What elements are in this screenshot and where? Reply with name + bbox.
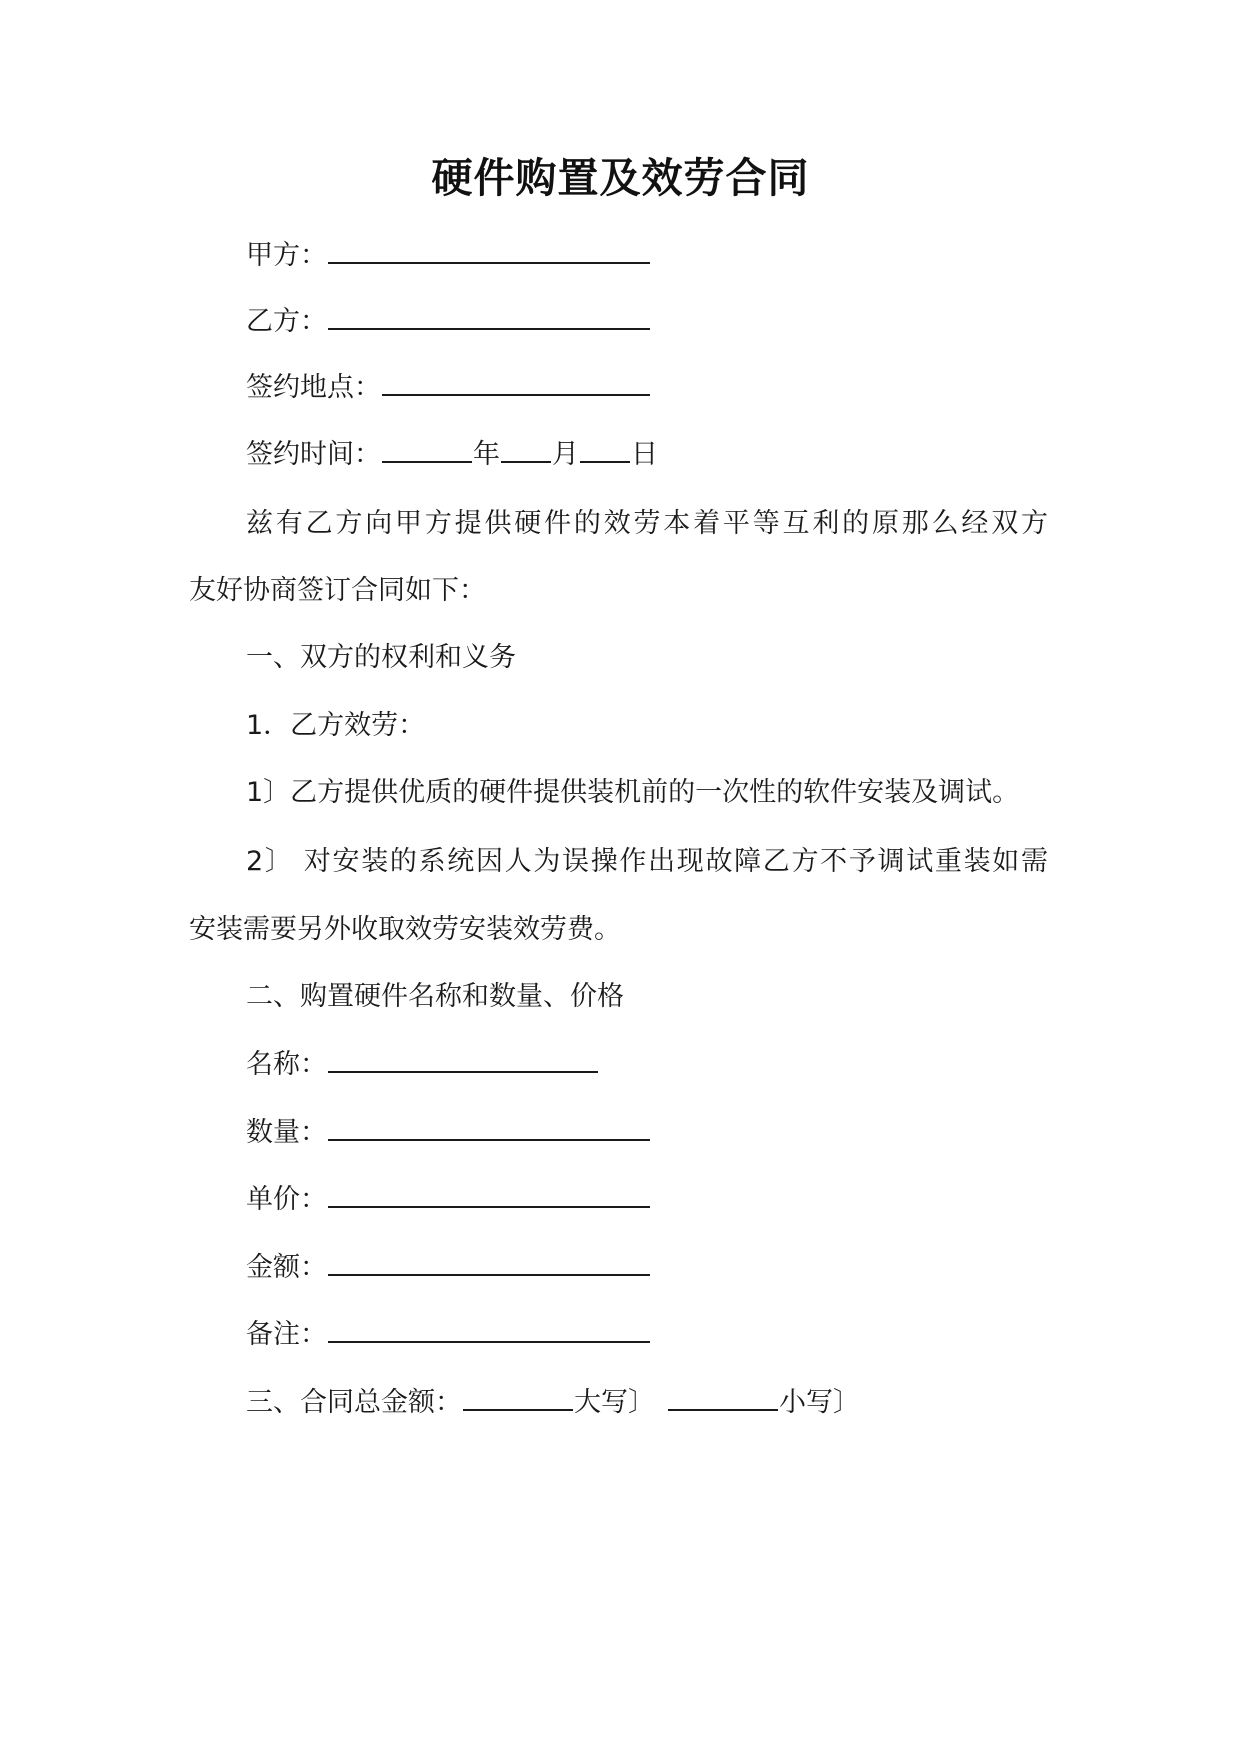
- quantity-label: 数量：: [246, 1117, 327, 1148]
- sign-time-label: 签约时间：: [246, 439, 381, 470]
- intro-line-2: 友好协商签订合同如下：: [189, 575, 486, 606]
- name-label: 名称：: [246, 1049, 327, 1080]
- sign-place-line: [246, 368, 651, 408]
- item1-1: 1〕乙方提供优质的硬件提供装机前的一次性的软件安装及调试。: [246, 777, 1020, 808]
- document-title: 硬件购置及效劳合同: [431, 154, 810, 202]
- year-label: 年: [473, 439, 500, 470]
- party-a-blank[interactable]: [328, 236, 650, 264]
- day-blank[interactable]: [580, 435, 630, 463]
- party-b-line: [246, 302, 651, 342]
- sign-place-label: 签约地点：: [246, 372, 381, 403]
- section1-heading: 一、双方的权利和义务: [246, 642, 516, 673]
- party-a-line: [246, 236, 651, 276]
- amount-label: 金额：: [246, 1252, 327, 1283]
- quantity-line: [246, 1113, 651, 1153]
- amount-blank[interactable]: [328, 1248, 650, 1276]
- party-a-label: 甲方：: [246, 240, 327, 271]
- total-amount-line: [246, 1383, 860, 1423]
- name-blank[interactable]: [328, 1045, 598, 1073]
- day-label: 日: [631, 439, 658, 470]
- uppercase-label: 大写〕: [574, 1387, 655, 1418]
- unit-price-blank[interactable]: [328, 1180, 650, 1208]
- item1-heading: 1．乙方效劳：: [246, 710, 426, 741]
- intro-line-1: 兹有乙方向甲方提供硬件的效劳本着平等互利的原那么经双方: [246, 508, 1048, 539]
- section3-label: 三、合同总金额：: [246, 1387, 462, 1418]
- name-line: [246, 1045, 599, 1085]
- month-label: 月: [552, 439, 579, 470]
- uppercase-amount-blank[interactable]: [463, 1383, 573, 1411]
- lowercase-label: 小写〕: [779, 1387, 860, 1418]
- sign-place-blank[interactable]: [382, 368, 650, 396]
- section2-heading: 二、购置硬件名称和数量、价格: [246, 981, 624, 1012]
- party-b-label: 乙方：: [246, 306, 327, 337]
- lowercase-amount-blank[interactable]: [668, 1383, 778, 1411]
- amount-line: [246, 1248, 651, 1288]
- year-blank[interactable]: [382, 435, 472, 463]
- sign-time-line: [246, 435, 658, 475]
- remark-line: [246, 1315, 651, 1355]
- quantity-blank[interactable]: [328, 1113, 650, 1141]
- unit-price-label: 单价：: [246, 1184, 327, 1215]
- month-blank[interactable]: [501, 435, 551, 463]
- item1-2-line-2: 安装需要另外收取效劳安装效劳费。: [189, 914, 621, 945]
- unit-price-line: [246, 1180, 651, 1220]
- party-b-blank[interactable]: [328, 302, 650, 330]
- item1-2-line-1: 2〕 对安装的系统因人为误操作出现故障乙方不予调试重装如需: [246, 846, 1048, 877]
- remark-label: 备注：: [246, 1319, 327, 1350]
- remark-blank[interactable]: [328, 1315, 650, 1343]
